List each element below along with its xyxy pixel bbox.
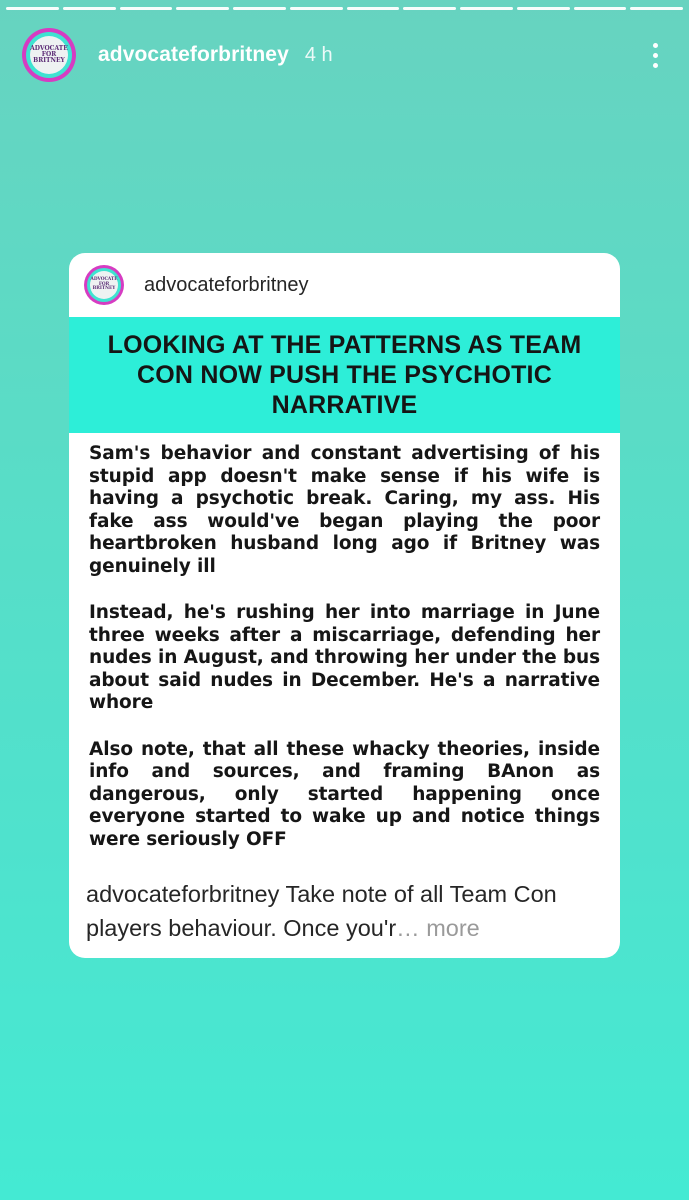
shared-post-card[interactable] xyxy=(69,253,620,958)
post-avatar[interactable] xyxy=(84,265,124,305)
story-username[interactable]: advocateforbritney xyxy=(98,43,289,66)
caption-text: Take note of all Team Con players behaviour. Once you'r xyxy=(86,881,557,941)
story-progress-segment xyxy=(120,7,173,10)
post-username[interactable]: advocateforbritney xyxy=(144,273,309,296)
story-progress-segment xyxy=(290,7,343,10)
story-timestamp: 4 h xyxy=(304,43,333,66)
post-paragraph: Sam's behavior and constant advertising of his stupid app doesn't make sense if his wife is having a psychotic break. Caring, my ass. His fake ass would've began playing the poor heartbroken husband long ago if Britney was genuinely ill xyxy=(89,443,600,577)
caption-ellipsis: … xyxy=(396,915,420,941)
story-progress-segment xyxy=(233,7,286,10)
post-headline-band xyxy=(69,317,620,433)
story-progress-segment xyxy=(347,7,400,10)
more-vertical-icon[interactable] xyxy=(643,35,667,75)
post-paragraph: Also note, that all these whacky theories, inside info and sources, and framing BAnon as dangerous, only started happening once everyone started to wake up and notice things were seriously OFF xyxy=(89,738,600,850)
story-progress-segment xyxy=(574,7,627,10)
story-progress-segment xyxy=(630,7,683,10)
avatar-logo: ADVOCATE FOR BRITNEY xyxy=(90,271,118,299)
avatar-logo: ADVOCATE FOR BRITNEY xyxy=(30,36,68,74)
caption-username[interactable]: advocateforbritney xyxy=(86,881,280,907)
story-progress-segment xyxy=(403,7,456,10)
post-headline: LOOKING AT THE PATTERNS AS TEAM CON NOW PUSH THE PSYCHOTIC NARRATIVE xyxy=(107,331,582,419)
story-progress-segment xyxy=(63,7,116,10)
more-link[interactable]: more xyxy=(419,915,480,941)
story-progress-segment xyxy=(6,7,59,10)
story-progress-segment xyxy=(460,7,513,10)
post-body xyxy=(69,433,620,851)
post-header[interactable] xyxy=(69,253,620,317)
story-progress-bar xyxy=(6,7,683,10)
profile-avatar[interactable] xyxy=(22,28,76,82)
story-progress-segment xyxy=(517,7,570,10)
story-header xyxy=(22,26,667,84)
post-caption xyxy=(86,877,606,945)
story-progress-segment xyxy=(176,7,229,10)
post-paragraph: Instead, he's rushing her into marriage in June three weeks after a miscarriage, defending her nudes in August, and throwing her under the bus about said nudes in December. He's a narrative whore xyxy=(89,602,600,713)
